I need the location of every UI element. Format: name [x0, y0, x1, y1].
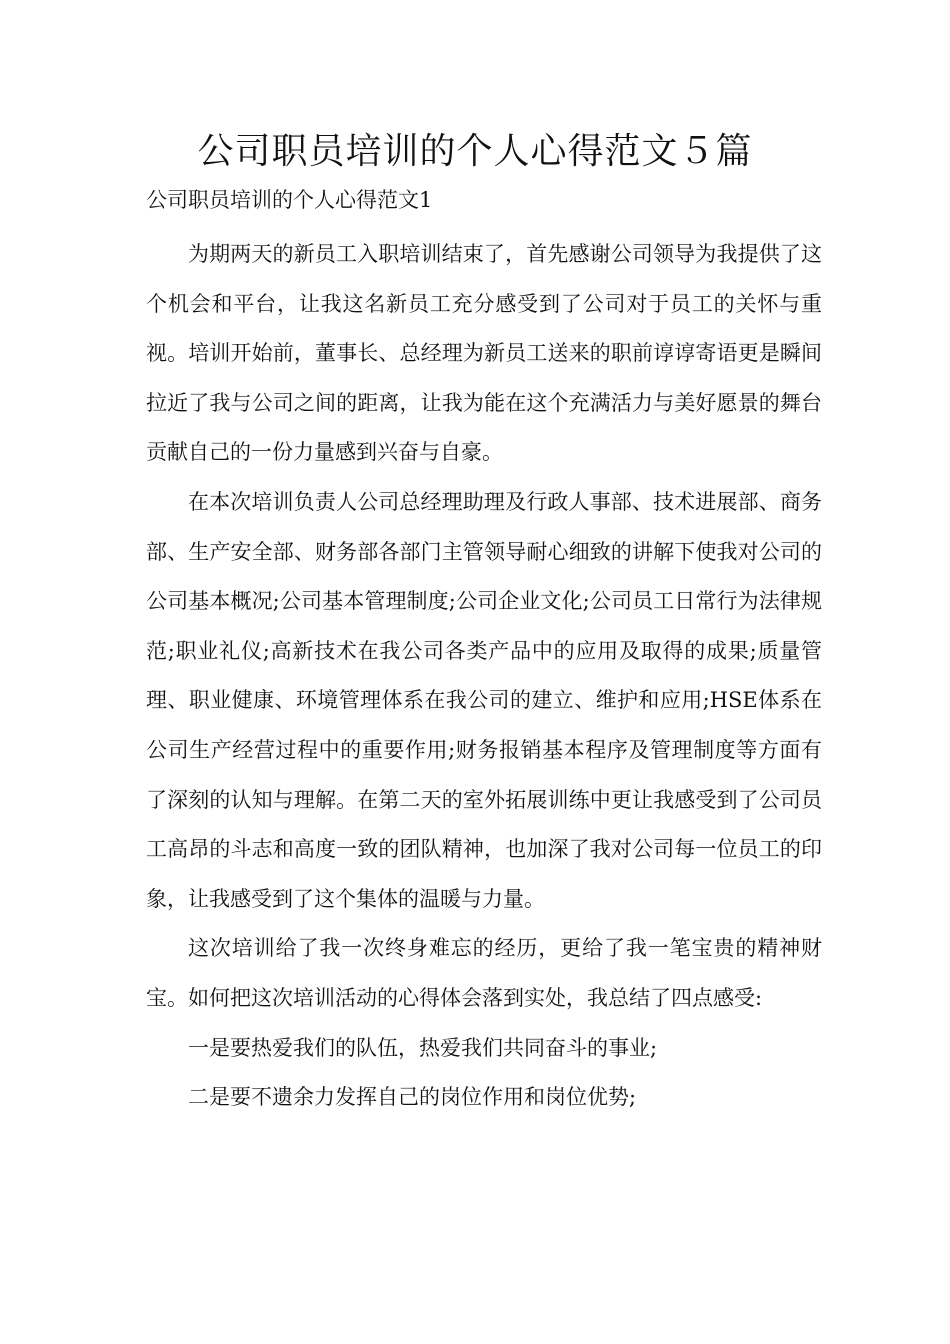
list-item: 二是要不遗余力发挥自己的岗位作用和岗位优势;: [188, 1085, 637, 1110]
paragraph: 这次培训给了我一次终身难忘的经历，更给了我一笔宝贵的精神财宝。如何把这次培训活动的心得体会落到实处，我总结了四点感受:: [146, 936, 822, 1010]
list-item: 一是要热爱我们的队伍，热爱我们共同奋斗的事业;: [188, 1035, 658, 1060]
paragraph: 为期两天的新员工入职培训结束了，首先感谢公司领导为我提供了这个机会和平台，让我这名新员工充分感受到了公司对于员工的关怀与重视。培训开始前，董事长、总经理为新员工送来的职前谆谆寄语更是瞬间拉近了我与公司之间的距离，让我为能在这个充满活力与美好愿景的舞台贡献自己的一份力量感到兴奋与自豪。: [146, 242, 822, 465]
document-body: [146, 230, 822, 1123]
section-heading: 公司职员培训的个人心得范文1: [146, 188, 433, 212]
paragraph: 在本次培训负责人公司总经理助理及行政人事部、技术进展部、商务部、生产安全部、财务部各部门主管领导耐心细致的讲解下使我对公司的公司基本概况;公司基本管理制度;公司企业文化;公司员工日常行为法律规范;职业礼仪;高新技术在我公司各类产品中的应用及取得的成果;质量管理、职业健康、环境管理体系在我公司的建立、维护和应用;HSE体系在公司生产经营过程中的重要作用;财务报销基本程序及管理制度等方面有了深刻的认知与理解。在第二天的室外拓展训练中更让我感受到了公司员工高昂的斗志和高度一致的团队精神，也加深了我对公司每一位员工的印象，让我感受到了这个集体的温暖与力量。: [146, 489, 822, 911]
document-title: 公司职员培训的个人心得范文５篇: [197, 131, 753, 172]
